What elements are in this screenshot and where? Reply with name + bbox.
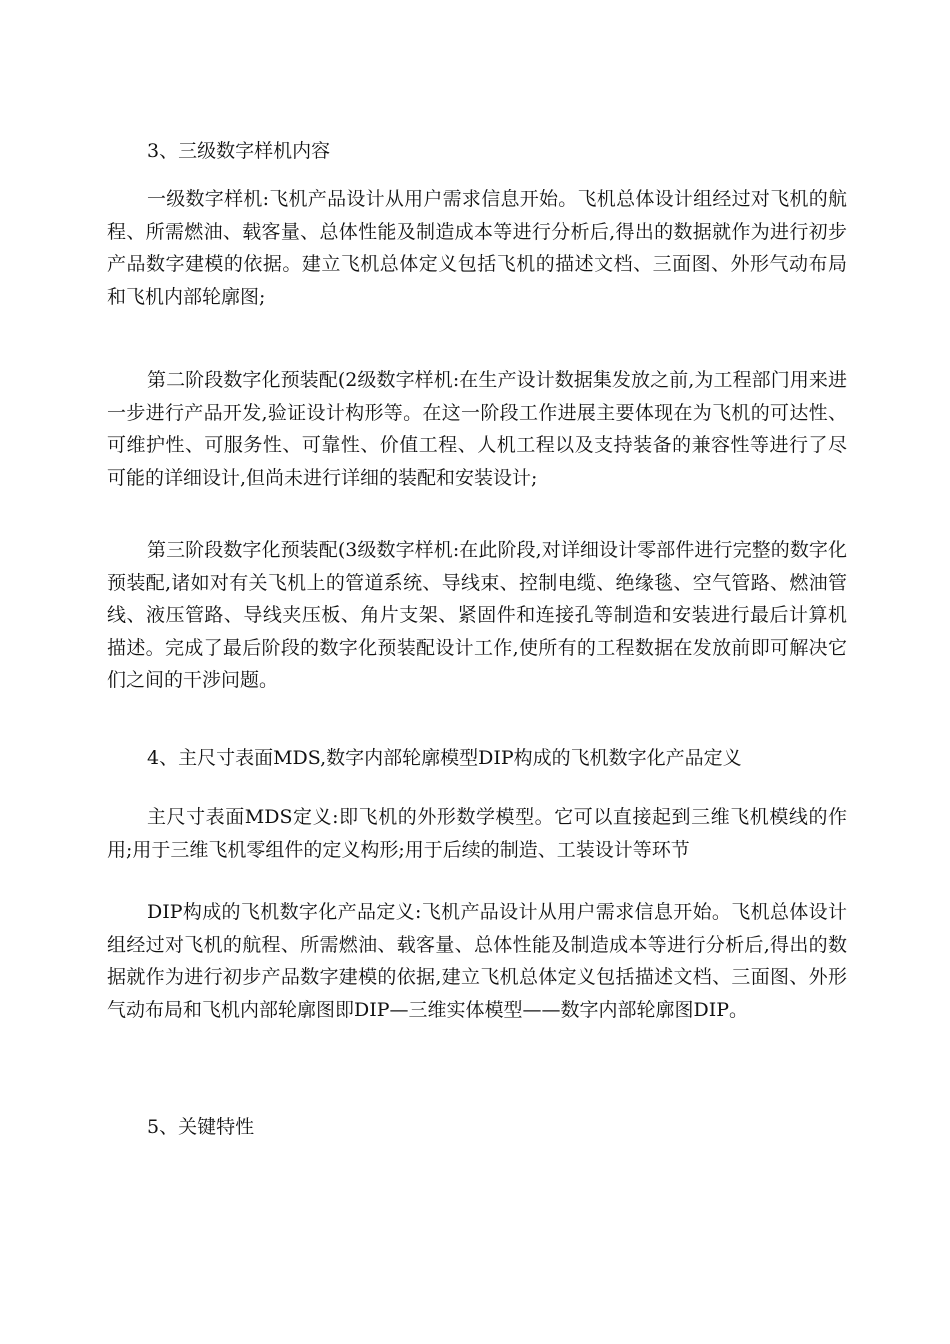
paragraph-stage3-preassembly: 第三阶段数字化预装配(3级数字样机:在此阶段,对详细设计零部件进行完整的数字化预装配,诸如对有关飞机上的管道系统、导线束、控制电缆、绝缘毯、空气管路、燃油管线、液压管路、导线夹压板、角片支架、紧固件和连接孔等制造和安装进行最后计算机描述。完成了最后阶段的数字化预装配设计工作,使所有的工程数据在发放前即可解决它们之间的干涉问题。	[107, 539, 847, 691]
paragraph-mds-definition: 主尺寸表面MDS定义:即飞机的外形数学模型。它可以直接起到三维飞机模线的作用;用于三维飞机零组件的定义构形;用于后续的制造、工装设计等环节	[107, 806, 847, 861]
section-heading-3: 3、三级数字样机内容	[147, 140, 331, 162]
section-heading-4: 4、主尺寸表面MDS,数字内部轮廓模型DIP构成的飞机数字化产品定义	[147, 747, 742, 769]
paragraph-stage2-preassembly: 第二阶段数字化预装配(2级数字样机:在生产设计数据集发放之前,为工程部门用来进一步进行产品开发,验证设计构形等。在这一阶段工作进展主要体现在为飞机的可达性、可维护性、可服务性、可靠性、价值工程、人机工程以及支持装备的兼容性等进行了尽可能的详细设计,但尚未进行详细的装配和安装设计;	[107, 369, 847, 489]
paragraph-level1-prototype: 一级数字样机:飞机产品设计从用户需求信息开始。飞机总体设计组经过对飞机的航程、所需燃油、载客量、总体性能及制造成本等进行分析后,得出的数据就作为进行初步产品数字建模的依据。建立飞机总体定义包括飞机的描述文档、三面图、外形气动布局和飞机内部轮廓图;	[107, 188, 847, 308]
section-heading-5: 5、关键特性	[147, 1116, 255, 1138]
paragraph-dip-definition: DIP构成的飞机数字化产品定义:飞机产品设计从用户需求信息开始。飞机总体设计组经过对飞机的航程、所需燃油、载客量、总体性能及制造成本等进行分析后,得出的数据就作为进行初步产品数字建模的依据,建立飞机总体定义包括描述文档、三面图、外形气动布局和飞机内部轮廓图即DIP—三维实体模型——数字内部轮廓图DIP。	[107, 901, 847, 1021]
